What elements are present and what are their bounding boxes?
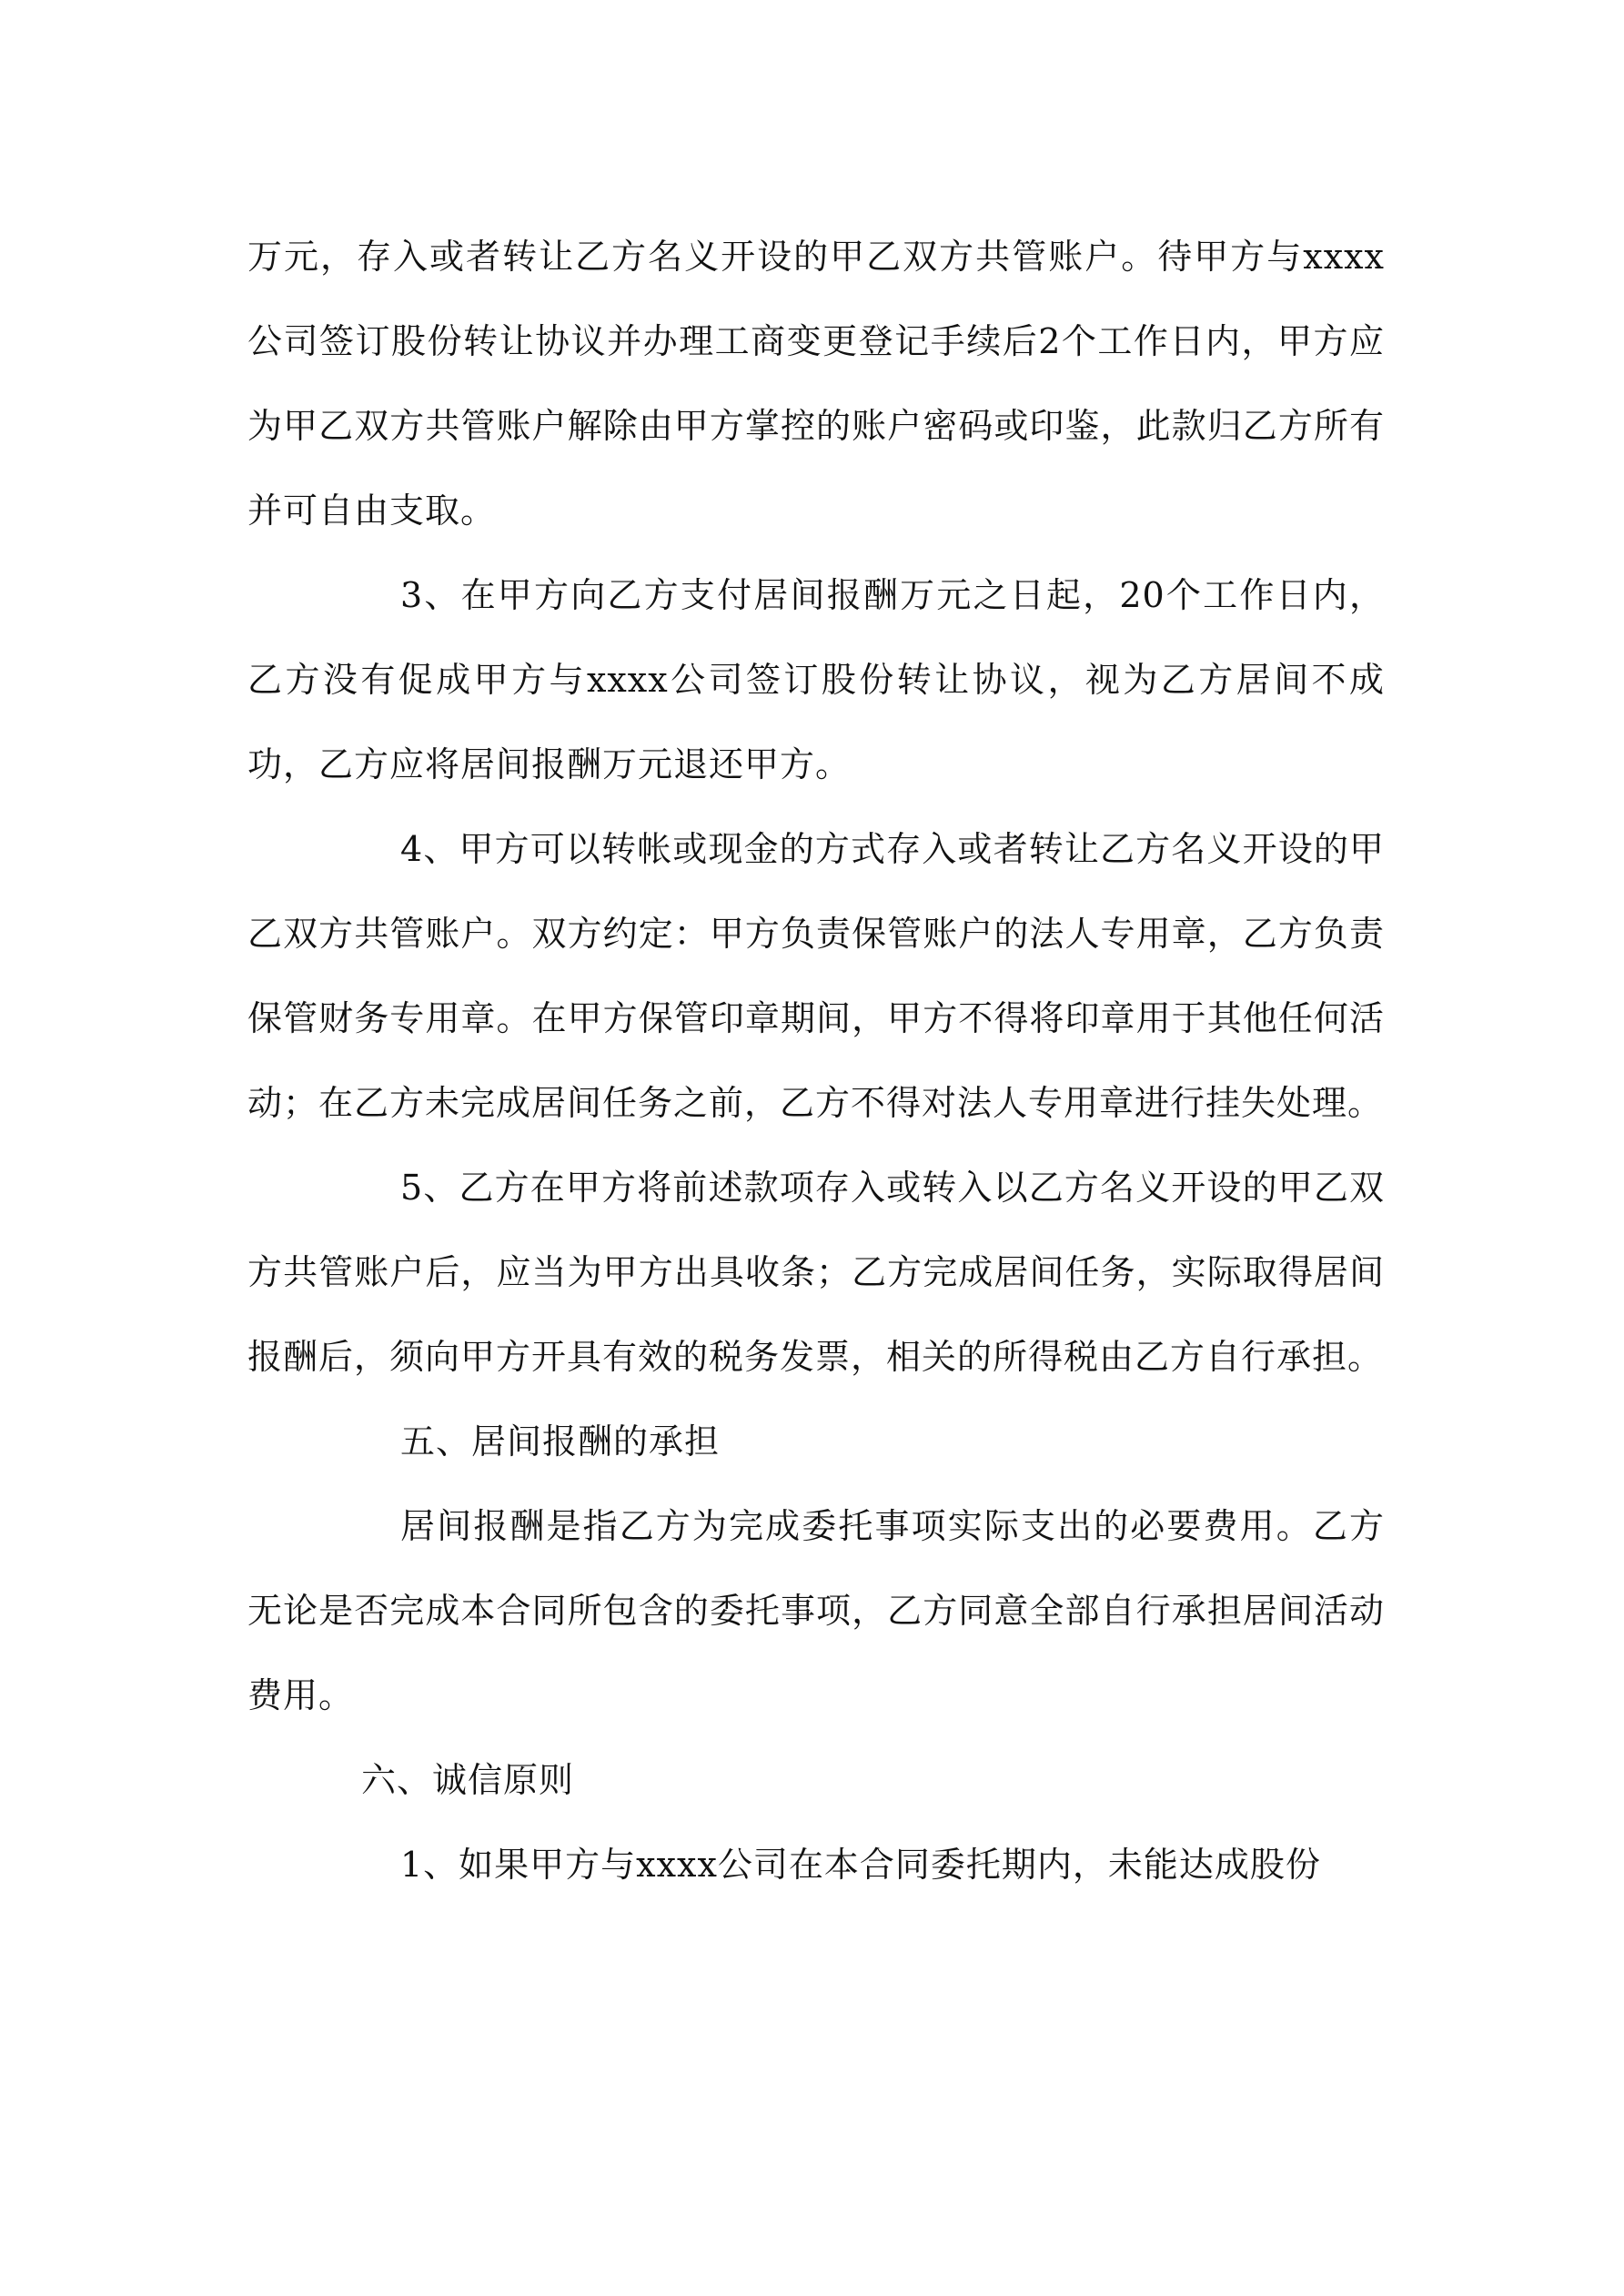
clause-6-1: 1、如果甲方与xxxx公司在本合同委托期内，未能达成股份: [400, 1845, 1321, 1885]
document-body: [247, 215, 1385, 1907]
section-5-body: 居间报酬是指乙方为完成委托事项实际支出的必要费用。乙方无论是否完成本合同所包含的委托事项，乙方同意全部自行承担居间活动费用。: [247, 1506, 1385, 1715]
clause-3: 3、在甲方向乙方支付居间报酬万元之日起，20个工作日内，乙方没有促成甲方与xxxx公司签订股份转让协议，视为乙方居间不成功，乙方应将居间报酬万元退还甲方。: [247, 575, 1385, 784]
section-heading-6: 六、诚信原则: [361, 1760, 575, 1800]
clause-4: 4、甲方可以转帐或现金的方式存入或者转让乙方名义开设的甲乙双方共管账户。双方约定：甲方负责保管账户的法人专用章，乙方负责保管财务专用章。在甲方保管印章期间，甲方不得将印章用于其他任何活动；在乙方未完成居间任务之前，乙方不得对法人专用章进行挂失处理。: [247, 829, 1385, 1123]
clause-5: 5、乙方在甲方将前述款项存入或转入以乙方名义开设的甲乙双方共管账户后，应当为甲方出具收条；乙方完成居间任务，实际取得居间报酬后，须向甲方开具有效的税务发票，相关的所得税由乙方自行承担。: [247, 1168, 1385, 1377]
section-heading-5: 五、居间报酬的承担: [400, 1421, 721, 1462]
paragraph-continuation: 万元，存入或者转让乙方名义开设的甲乙双方共管账户。待甲方与xxxx公司签订股份转让协议并办理工商变更登记手续后2个工作日内，甲方应为甲乙双方共管账户解除由甲方掌控的账户密码或印鉴，此款归乙方所有并可自由支取。: [247, 237, 1385, 531]
